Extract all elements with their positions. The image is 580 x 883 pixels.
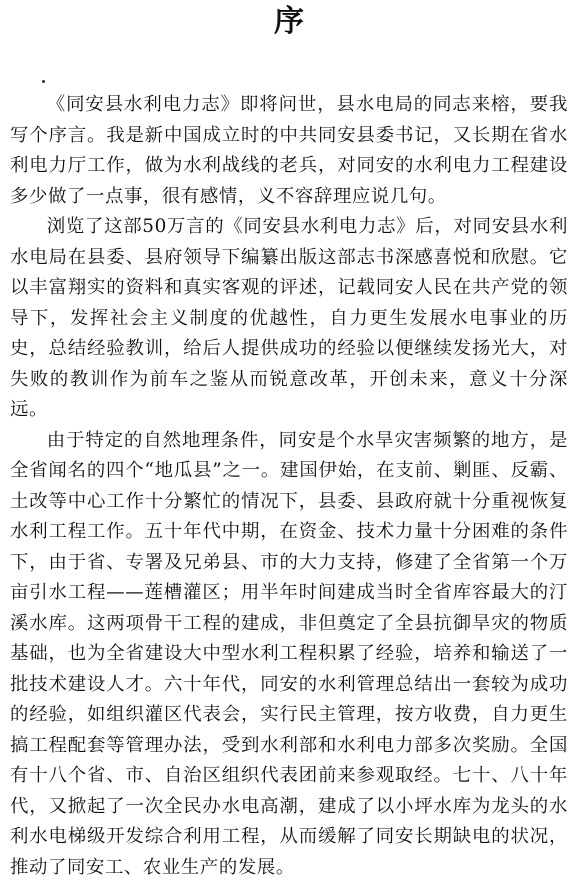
page-title: 序 bbox=[0, 2, 580, 42]
paragraph-1: 《同安县水利电力志》即将问世，县水电局的同志来榕，要我写个序言。我是新中国成立时的中共同安县委书记，又长期在省水利电力厅工作，做为水利战线的老兵，对同安的水利电力工程建设多少做了一点事，很有感情，义不容辞理应说几句。 bbox=[10, 90, 568, 212]
scan-speck bbox=[42, 80, 45, 83]
paragraph-2: 浏览了这部50万言的《同安县水利电力志》后，对同安县水利水电局在县委、县府领导下编纂出版这部志书深感喜悦和欣慰。它以丰富翔实的资料和真实客观的评述，记载同安人民在共产党的领导下，发挥社会主义制度的优越性，自力更生发展水电事业的历史，总结经验教训，给后人提供成功的经验以便继续发扬光大，对失败的教训作为前车之鉴从而锐意改革，开创未来，意义十分深远。 bbox=[10, 212, 568, 426]
paragraph-3: 由于特定的自然地理条件，同安是个水旱灾害频繁的地方，是全省闻名的四个“地瓜县”之一。建国伊始，在支前、剿匪、反霸、土改等中心工作十分繁忙的情况下，县委、县政府就十分重视恢复水利工程工作。五十年代中期，在资金、技术力量十分困难的条件下，由于省、专署及兄弟县、市的大力支持，修建了全省第一个万亩引水工程——莲槽灌区；用半年时间建成当时全省库容最大的汀溪水库。这两项骨干工程的建成，非但奠定了全县抗御旱灾的物质基础，也为全省建设大中型水利工程积累了经验，培养和输送了一批技术建设人才。六十年代，同安的水利管理总结出一套较为成功的经验，如组织灌区代表会，实行民主管理，按方收费，自力更生搞工程配套等管理办法，受到水利部和水利电力部多次奖励。全国有十八个省、市、自治区组织代表团前来参观取经。七十、八十年代，又掀起了一次全民办水电高潮，建成了以小坪水库为龙头的水利水电梯级开发综合利用工程，从而缓解了同安长期缺电的状况，推动了同安工、农业生产的发展。 bbox=[10, 426, 568, 883]
preface-body bbox=[10, 90, 568, 883]
